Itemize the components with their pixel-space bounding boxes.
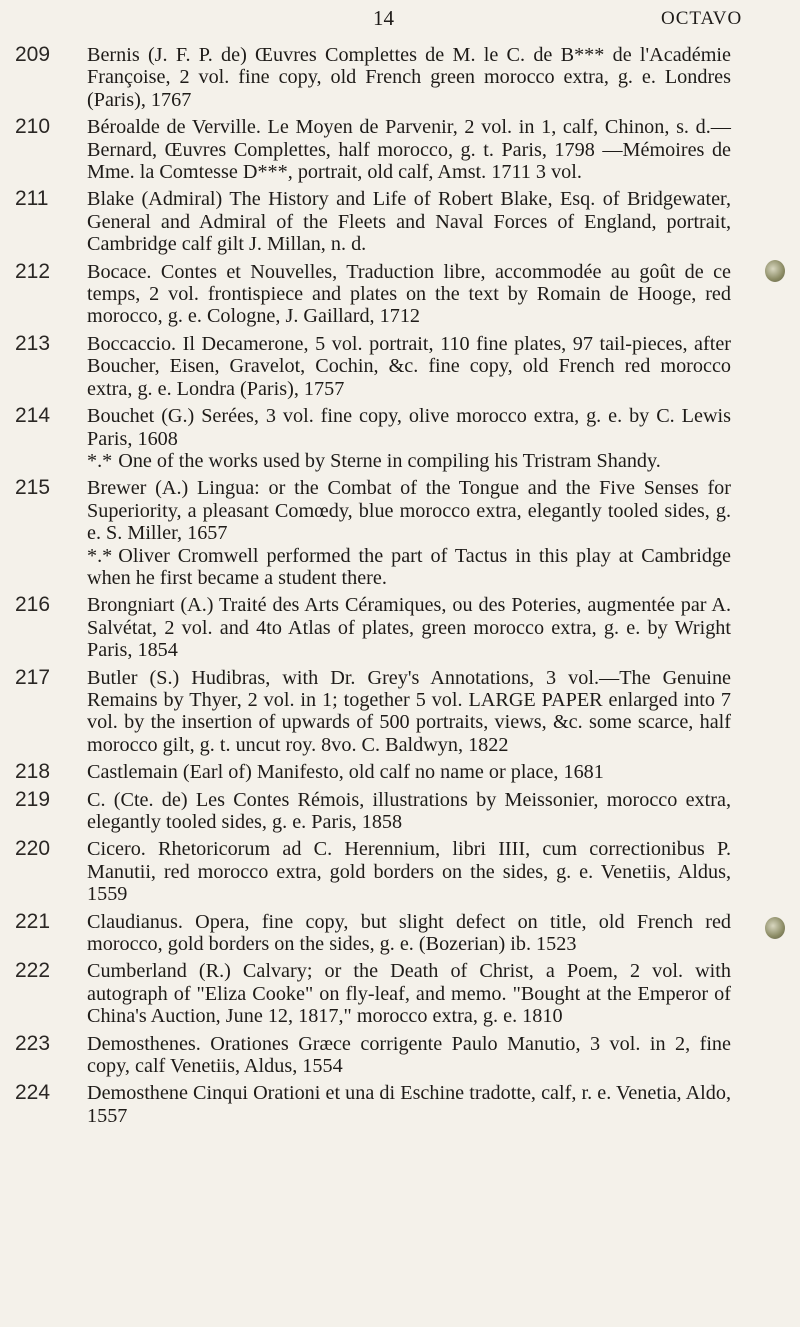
catalogue-entries: [0, 44, 800, 1132]
entry-note: [87, 450, 731, 472]
catalogue-entry: [0, 960, 800, 1027]
lot-number: 213: [15, 331, 51, 355]
catalogue-entry: [0, 44, 800, 111]
page-header: [0, 2, 800, 36]
catalogue-entry: [0, 789, 800, 834]
catalogue-entry: [0, 1033, 800, 1078]
lot-number: 224: [15, 1081, 51, 1105]
catalogue-entry: [0, 761, 800, 783]
catalogue-entry: [0, 188, 800, 255]
entry-text: Bocace. Contes et Nouvelles, Traduction libre, accommodée au goût de ce temps, 2 vol. frontispiece and plates on the text by Romain de Hooge, red morocco, g. e. Cologne, J. Gaillard, 1712: [87, 260, 731, 328]
catalogue-entry: [0, 477, 800, 589]
lot-number: 216: [15, 593, 51, 617]
lot-number: 220: [15, 837, 51, 861]
catalogue-entry: [0, 594, 800, 661]
entry-text: Brongniart (A.) Traité des Arts Céramiques, ou des Poteries, augmentée par A. Salvétat, 2 vol. and 4to Atlas of plates, green morocco extra, g. e. by Wright Paris, 1854: [87, 594, 731, 662]
entry-text: Bernis (J. F. P. de) Œuvres Complettes de M. le C. de B*** de l'Académie Françoise, 2 vol. fine copy, old French green morocco extra, g. e. Londres (Paris), 1767: [87, 44, 731, 111]
lot-number: 211: [15, 187, 49, 211]
note-text: One of the works used by Sterne in compiling his Tristram Shandy.: [118, 449, 661, 472]
entry-text: Brewer (A.) Lingua: or the Combat of the Tongue and the Five Senses for Superiority, a pleasant Comœdy, blue morocco extra, elegantly tooled sides, g. e. S. Miller, 1657: [87, 477, 731, 545]
lot-number: 217: [15, 665, 51, 689]
binding-hole-mark: [765, 917, 785, 939]
section-title: OCTAVO: [661, 8, 743, 29]
lot-number: 212: [15, 259, 51, 283]
lot-number: 210: [15, 115, 51, 139]
catalogue-entry: [0, 261, 800, 328]
lot-number: 223: [15, 1031, 51, 1055]
catalogue-entry: [0, 1082, 800, 1127]
lot-number: 222: [15, 959, 51, 983]
entry-text: Cicero. Rhetoricorum ad C. Herennium, libri IIII, cum correctionibus P. Manutii, red morocco extra, gold borders on the sides, g. e. Venetiis, Aldus, 1559: [87, 838, 731, 906]
entry-text: Bouchet (G.) Serées, 3 vol. fine copy, olive morocco extra, g. e. by C. Lewis Paris, 1608: [87, 405, 731, 450]
note-marker: *.*: [87, 544, 113, 567]
entry-text: Butler (S.) Hudibras, with Dr. Grey's Annotations, 3 vol.—The Genuine Remains by Thyer, 2 vol. in 1; together 5 vol. LARGE PAPER enlarged into 7 vol. by the insertion of upwards of 500 portraits, views, &c. some scarce, half morocco gilt, g. t. uncut roy. 8vo. C. Baldwyn, 1822: [87, 666, 731, 756]
entry-note: [87, 545, 731, 590]
lot-number: 221: [15, 909, 51, 933]
lot-number: 209: [15, 43, 51, 66]
catalogue-entry: [0, 333, 800, 400]
note-text: Oliver Cromwell performed the part of Tactus in this play at Cambridge when he first became a student there.: [87, 544, 731, 589]
entry-text: C. (Cte. de) Les Contes Rémois, illustrations by Meissonier, morocco extra, elegantly tooled sides, g. e. Paris, 1858: [87, 788, 731, 833]
lot-number: 215: [15, 476, 51, 500]
entry-text: Demosthenes. Orationes Græce corrigente Paulo Manutio, 3 vol. in 2, fine copy, calf Venetiis, Aldus, 1554: [87, 1032, 731, 1078]
lot-number: 219: [15, 787, 51, 811]
entry-text: Castlemain (Earl of) Manifesto, old calf no name or place, 1681: [87, 761, 604, 784]
lot-number: 218: [15, 760, 51, 784]
note-marker: *.*: [87, 449, 113, 472]
catalogue-entry: [0, 911, 800, 956]
entry-text: Demosthene Cinqui Orationi et una di Eschine tradotte, calf, r. e. Venetia, Aldo, 1557: [87, 1082, 731, 1127]
catalogue-entry: [0, 116, 800, 183]
entry-text: Béroalde de Verville. Le Moyen de Parvenir, 2 vol. in 1, calf, Chinon, s. d.—Bernard, Œuvres Complettes, half morocco, g. t. Paris, 1798 —Mémoires de Mme. la Comtesse D***, portrait, old calf, Amst. 1711 3 vol.: [87, 116, 731, 184]
entry-text: Claudianus. Opera, fine copy, but slight defect on title, old French red morocco, gold borders on the sides, g. e. (Bozerian) ib. 1523: [87, 910, 731, 956]
catalogue-entry: [0, 838, 800, 905]
binding-hole-mark: [765, 260, 785, 282]
catalogue-entry: [0, 667, 800, 757]
page-number: 14: [373, 6, 394, 30]
lot-number: 214: [15, 404, 51, 428]
entry-text: Blake (Admiral) The History and Life of Robert Blake, Esq. of Bridgewater, General and Admiral of the Fleets and Naval Forces of England, portrait, Cambridge calf gilt J. Millan, n. d.: [87, 188, 731, 256]
entry-text: Cumberland (R.) Calvary; or the Death of Christ, a Poem, 2 vol. with autograph of "Eliza Cooke" on fly-leaf, and memo. "Bought at the Emperor of China's Auction, June 12, 1817," morocco extra, g. e. 1810: [87, 960, 731, 1028]
entry-text: Boccaccio. Il Decamerone, 5 vol. portrait, 110 fine plates, 97 tail-pieces, after Boucher, Eisen, Gravelot, Cochin, &c. fine copy, old French red morocco extra, g. e. Londra (Paris), 1757: [87, 332, 731, 400]
catalogue-entry: [0, 405, 800, 472]
